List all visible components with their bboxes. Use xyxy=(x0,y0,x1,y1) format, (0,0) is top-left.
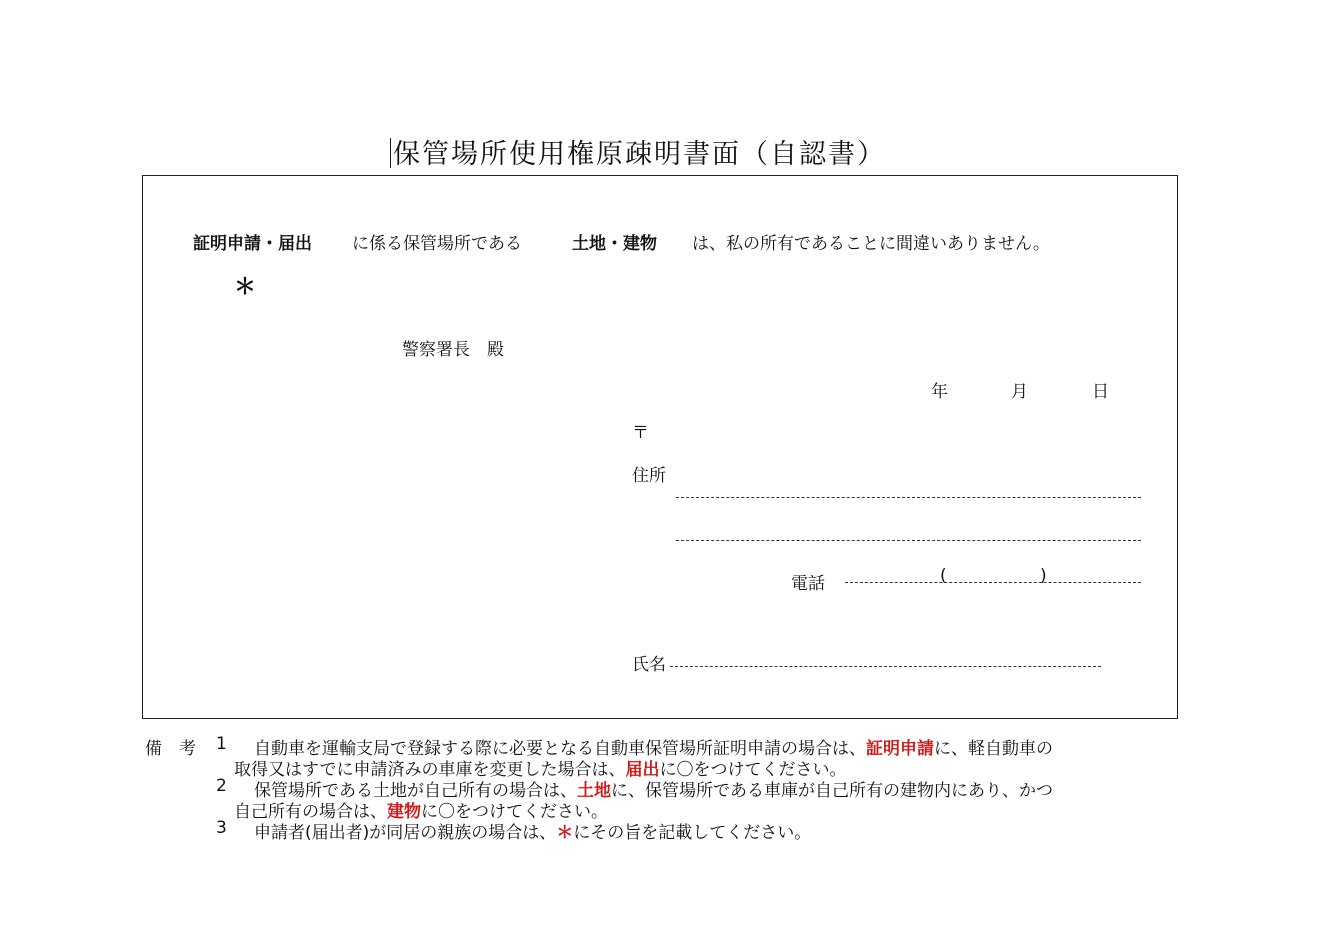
declaration-box xyxy=(142,175,1178,719)
note-3-line-1: 申請者(届出者)が同居の親族の場合は、＊にその旨を記載してください。 xyxy=(254,823,812,843)
phone-paren-open: ( xyxy=(940,566,947,586)
phone-paren-close: ) xyxy=(1040,566,1047,586)
note-1-number: 1 xyxy=(216,734,227,754)
date-year-label: 年 xyxy=(931,382,948,402)
phone-line[interactable] xyxy=(845,582,1141,583)
address-label: 住所 xyxy=(632,466,666,486)
statement-text-2: は、私の所有であることに間違いありません。 xyxy=(692,234,1051,254)
name-line[interactable] xyxy=(670,666,1101,667)
addressee: 警察署長 殿 xyxy=(402,340,504,360)
page-title xyxy=(390,132,886,171)
note-1-line-2: 取得又はすでに申請済みの車庫を変更した場合は、届出に〇をつけてください。 xyxy=(234,760,847,780)
note-2-line-2: 自己所有の場合は、建物に〇をつけてください。 xyxy=(234,802,608,822)
address-line-2[interactable] xyxy=(676,540,1141,541)
statement-application-type: 証明申請・届出 xyxy=(193,234,312,254)
note-1-line-1: 自動車を運輸支局で登録する際に必要となる自動車保管場所証明申請の場合は、証明申請に、軽自動車の xyxy=(254,739,1053,759)
text-cursor xyxy=(390,138,391,168)
phone-label: 電話 xyxy=(791,574,825,594)
statement-property-type: 土地・建物 xyxy=(572,234,657,254)
postal-mark: 〒 xyxy=(632,423,649,443)
relative-marker: ＊ xyxy=(234,275,257,300)
date-month-label: 月 xyxy=(1011,382,1028,402)
address-line-1[interactable] xyxy=(676,497,1141,498)
title-text: 保管場所使用権原疎明書面（自認書） xyxy=(393,139,886,170)
date-day-label: 日 xyxy=(1092,382,1109,402)
name-label: 氏名 xyxy=(632,655,666,675)
note-3-number: 3 xyxy=(216,818,227,838)
notes-label: 備 考 xyxy=(145,739,196,759)
note-2-line-1: 保管場所である土地が自己所有の場合は、土地に、保管場所である車庫が自己所有の建物内にあり、かつ xyxy=(254,781,1053,801)
note-2-number: 2 xyxy=(216,776,227,796)
statement-text-1: に係る保管場所である xyxy=(352,234,522,254)
